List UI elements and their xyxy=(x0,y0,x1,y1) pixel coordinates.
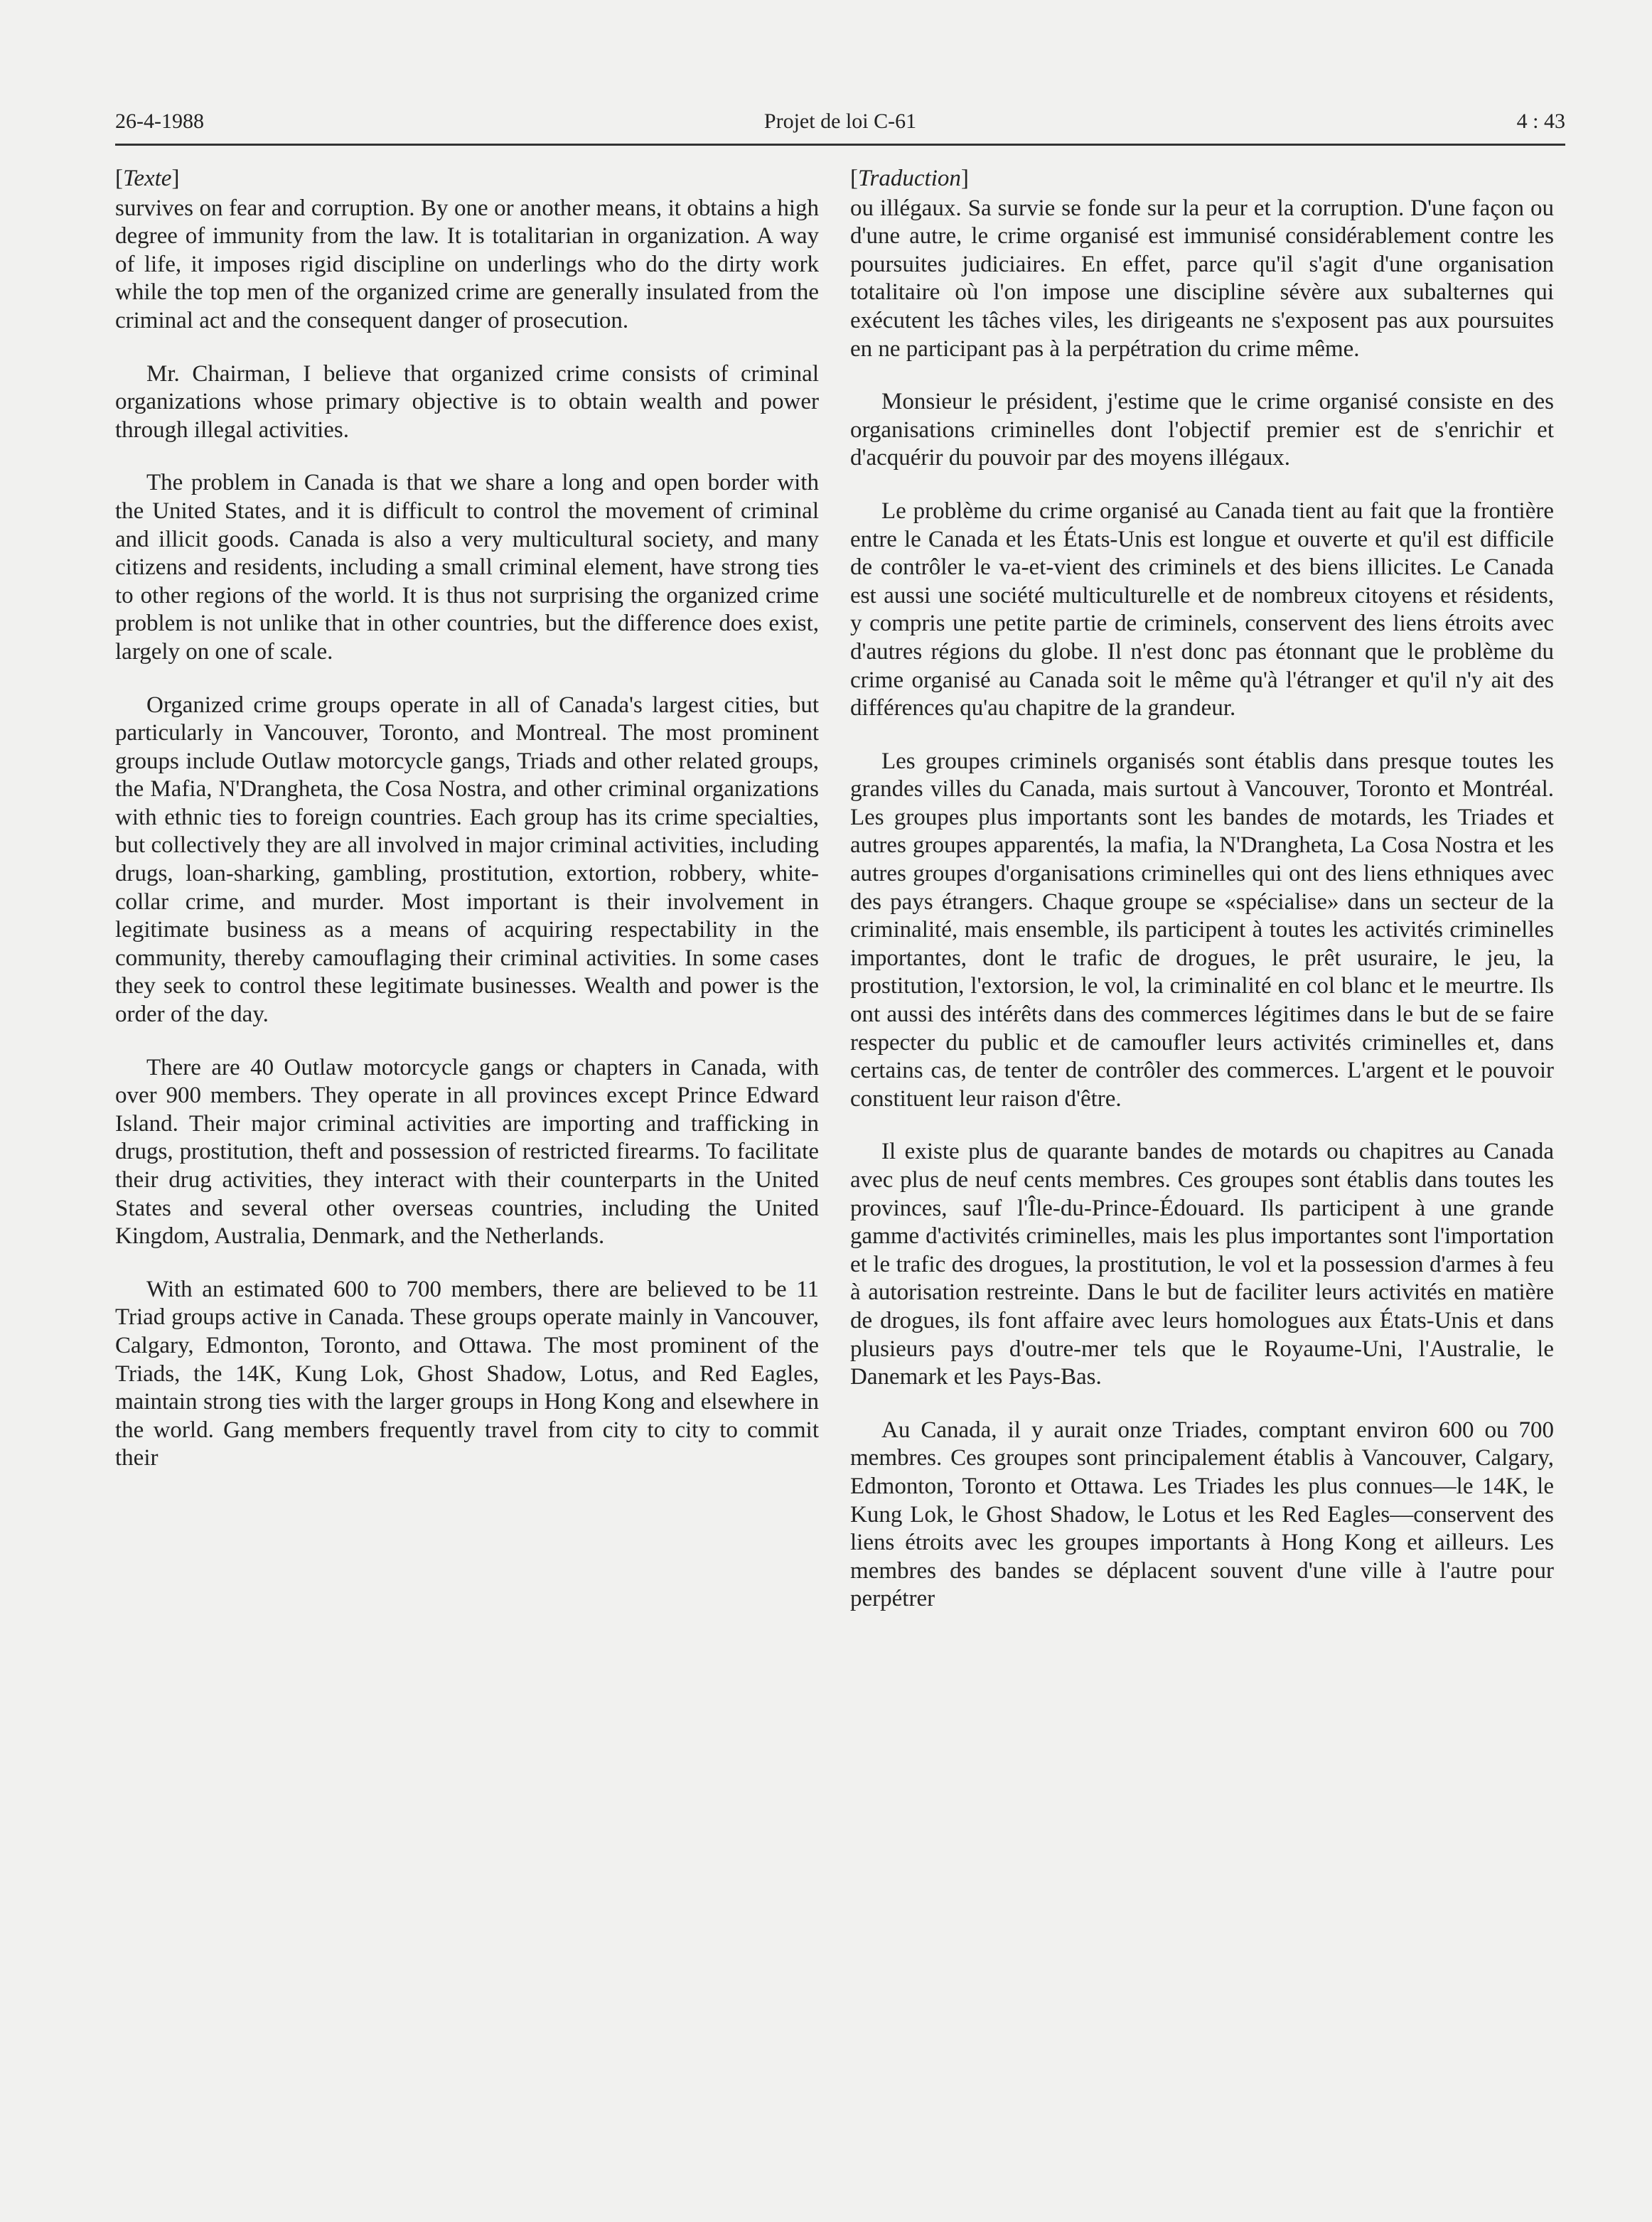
column-label: [Traduction] xyxy=(850,166,969,191)
paragraph: Au Canada, il y aurait onze Triades, comptant environ 600 ou 700 membres. Ces groupes sont principalement établis à Vancouver, Calgary, Edmonton, Toronto et Ottawa. Les Triades les plus connues—le 14K, le Kung Lok, le Ghost Shadow, le Lotus et les Red Eagles—conservent des liens étroits avec les groupes importants à Hong Kong et ailleurs. Les membres des bandes se déplacent souvent d'une ville à l'autre pour perpétrer xyxy=(850,1417,1554,1612)
paragraph: Les groupes criminels organisés sont établis dans presque toutes les grandes villes du Canada, mais surtout à Vancouver, Toronto et Montréal. Les groupes plus importants sont les bandes de motards, les Triades et autres groupes apparentés, la mafia, la N'Drangheta, La Cosa Nostra et les autres groupes d'organisations criminelles qui ont des liens ethniques avec des pays étrangers. Chaque groupe se «spécialise» dans un secteur de la criminalité, mais ensemble, ils participent à toutes les activités criminelles importantes, dont le trafic de drogues, le prêt usuraire, le jeu, la prostitution, l'extorsion, le vol, la criminalité en col blanc et le meurtre. Ils ont aussi des intérêts dans des commerces légitimes dans le but de se faire respecter du public et de camoufler leurs activités criminelles et, dans certains cas, de tenter de contrôler des commerces. L'argent et le pouvoir constituent leur raison d'être. xyxy=(850,748,1554,1112)
page-header xyxy=(115,107,1565,146)
paragraph: Mr. Chairman, I believe that organized crime consists of criminal organizations whose primary objective is to obtain wealth and power through illegal activities. xyxy=(115,360,819,443)
column-label-text: Traduction xyxy=(858,166,961,191)
french-column xyxy=(850,165,1554,1638)
header-date: 26-4-1988 xyxy=(115,109,204,133)
column-label: [Texte] xyxy=(115,166,180,191)
paragraph: Il existe plus de quarante bandes de motards ou chapitres au Canada avec plus de neuf cents membres. Ces groupes sont établis dans toutes les provinces, sauf l'Île-du-Prince-Édouard. Ils participent à une grande gamme d'activités criminelles, mais les plus importantes sont l'importation et le trafic des drogues, la prostitution, le vol et la possession d'armes à feu à autorisation restreinte. Dans le but de faciliter leurs activités en matière de drogues, ils font affaire avec leurs homologues aux États-Unis et dans plusieurs pays d'outre-mer tels que le Royaume-Uni, l'Australie, le Danemark et les Pays-Bas. xyxy=(850,1139,1554,1390)
paragraph: Le problème du crime organisé au Canada tient au fait que la frontière entre le Canada et les États-Unis est longue et ouverte et qu'il est difficile de contrôler le va-et-vient des criminels et des biens illicites. Le Canada est aussi une société multiculturelle et de nombreux citoyens et résidents, y compris une petite partie de criminels, conservent des liens étroits avec d'autres régions du globe. Il n'est donc pas étonnant que le problème du crime organisé au Canada soit le même qu'à l'étranger et qu'il n'y ait des différences qu'au chapitre de la grandeur. xyxy=(850,498,1554,721)
paragraph: The problem in Canada is that we share a long and open border with the United States, and it is difficult to control the movement of criminal and illicit goods. Canada is also a very multicultural society, and many citizens and residents, including a small criminal element, have strong ties to other regions of the world. It is thus not surprising the organized crime problem is not unlike that in other countries, but the difference does exist, largely on one of scale. xyxy=(115,470,819,665)
paragraph: Organized crime groups operate in all of Canada's largest cities, but particularly in Vancouver, Toronto, and Montreal. The most prominent groups include Outlaw motorcycle gangs, Triads and other related groups, the Mafia, N'Drangheta, the Cosa Nostra, and other criminal organizations with ethnic ties to foreign countries. Each group has its crime specialties, but collectively they are all involved in major criminal activities, including drugs, loan-sharking, gambling, prostitution, extortion, robbery, white-collar crime, and murder. Most important is their involvement in legitimate business as a means of acquiring respectability in the community, thereby camouflaging their criminal activities. In some cases they seek to control these legitimate businesses. Wealth and power is the order of the day. xyxy=(115,692,819,1028)
paragraph: There are 40 Outlaw motorcycle gangs or chapters in Canada, with over 900 members. They operate in all provinces except Prince Edward Island. Their major criminal activities are importing and trafficking in drugs, prostitution, theft and possession of restricted firearms. To facilitate their drug activities, they interact with their counterparts in the United States and several other overseas countries, including the United Kingdom, Australia, Denmark, and the Netherlands. xyxy=(115,1054,819,1250)
paragraph: survives on fear and corruption. By one or another means, it obtains a high degree of immunity from the law. It is totalitarian in organization. A way of life, it imposes rigid discipline on underlings who do the dirty work while the top men of the organized crime are generally insulated from the criminal act and the consequent danger of prosecution. xyxy=(115,195,819,333)
paragraph: Monsieur le président, j'estime que le crime organisé consiste en des organisations criminelles dont l'objectif premier est de s'enrichir et d'acquérir du pouvoir par des moyens illégaux. xyxy=(850,389,1554,471)
header-title: Projet de loi C-61 xyxy=(763,109,917,133)
column-label-text: Texte xyxy=(123,166,172,191)
header-page-number: 4 : 43 xyxy=(1516,109,1565,133)
paragraph: ou illégaux. Sa survie se fonde sur la peur et la corruption. D'une façon ou d'une autre, le crime organisé est immunisé considérablement contre les poursuites judiciaires. En effet, parce qu'il s'agit d'une organisation totalitaire où l'on impose une discipline sévère aux subalternes qui exécutent les tâches viles, les dirigeants ne s'exposent pas aux poursuites en ne participant pas à la perpétration du crime même. xyxy=(850,195,1554,362)
paragraph: With an estimated 600 to 700 members, there are believed to be 11 Triad groups active in Canada. These groups operate mainly in Vancouver, Calgary, Edmonton, Toronto, and Ottawa. The most prominent of the Triads, the 14K, Kung Lok, Ghost Shadow, Lotus, and Red Eagles, maintain strong ties with the larger groups in Hong Kong and elsewhere in the world. Gang members frequently travel from city to city to commit their xyxy=(115,1276,819,1471)
english-column xyxy=(115,165,819,1498)
